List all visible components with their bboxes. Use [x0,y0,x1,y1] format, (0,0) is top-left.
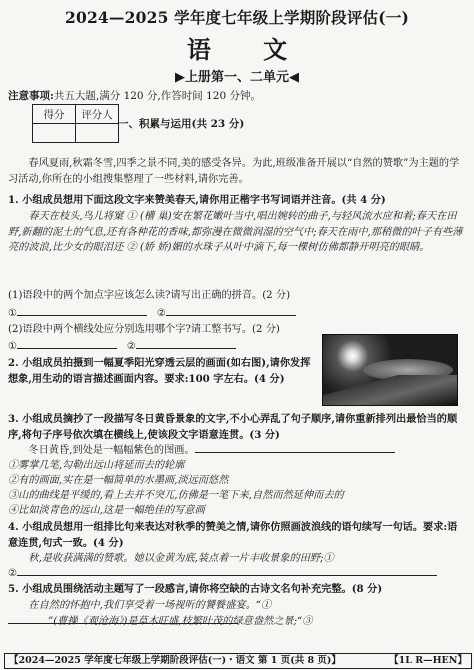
q1-stem: 1. 小组成员想用下面这段文字来赞美春天,请你用正楷字书写词语并注音。(共 4 分) [8,194,386,206]
q3-stem: 3. 小组成员摘抄了一段描写冬日黄昏景象的文字,不小心弄乱了句子顺序,请你重新排列出最恰当的顺序,将句子序号依次填在横线上,使该段文字语意连贯。(3 分) [8,413,458,441]
footer-code: 【1L R—HEN】 [389,655,467,666]
score-cell[interactable] [33,124,76,143]
q4-stem: 4. 小组成员想用一组排比句来表达对秋季的赞美之情,请你仿照画波浪线的语句续写一句话。要求:语意连贯,句式一致。(4 分) [8,521,458,549]
notice [8,88,261,103]
q1-sub1: (1)语段中的两个加点字应该怎么读?请写出正确的拼音。(2 分) [8,290,291,301]
notice-text: 共五大题,满分 120 分,作答时间 120 分钟。 [53,90,261,102]
q3-sentence-3: ③山的曲线是平缓的,看上去并不突兀,仿佛是一笔下来,自然而然延伸而去的 [8,490,344,501]
q3-answer-blank[interactable] [195,452,395,453]
q1-sub2-answers [8,339,308,355]
q1-sub2-a-blank[interactable] [17,348,117,349]
section-heading: 一、积累与运用(共 23 分) [118,118,245,130]
q5-p2-text: ”(曹操《观沧海》)是草木旺盛,枝繁叶茂的绿意盎然之景;“③ [48,616,313,627]
q1-sub1-a-blank[interactable] [17,315,147,316]
notice-label: 注意事项: [8,90,54,102]
q1-sub2-b-blank[interactable] [136,348,236,349]
q1-sub2-a: ① [8,341,18,352]
score-box [32,104,119,143]
subject-title: 语 文 [186,35,310,64]
q5-p2 [8,614,464,630]
page-footer [4,653,472,669]
q4-text: 秋,是收获满满的赞歌。她以金黄为底,装点着一片丰收景象的田野;① [28,553,334,564]
q1-sub2: (2)语段中两个横线处应分别选用哪个字?请工整书写。(2 分) [8,324,280,335]
hill-shape [323,375,457,405]
q1-passage: 春天在枝头,鸟儿将窠 ① (槽 巢)安在繁花嫩叶当中,唱出婉转的曲子,与轻风流水应和着;春天在田野,新翻的泥土的气息,还有各种花的香味,都弥漫在微微润湿的空气中;春天在雨中,那稍微的叶子有些薄亮的波浪,比少女的眼泪还 ② (娇 娇)媚的水珠子从叶中滴下,每一棵树仿佛都静开明亮的眼睛。 [8,211,463,253]
q4-answer-blank[interactable] [17,575,437,576]
q3-sentence-2: ②有的画面,实在是一幅简单的水墨画,淡远而悠然 [8,475,229,486]
score-header: 得分 [33,105,76,124]
intro-paragraph: 春风夏雨,秋霜冬雪,四季之景不同,美的感受各异。为此,班级准备开展以“自然的赞歌”为主题的学习活动,你所在的小组搜集整理了一些材料,请你完善。 [8,158,460,185]
q5-p1-text: 在自然的怀抱中,我们享受着一场视听的饕餮盛宴。“① [28,600,272,611]
q3-sentence-1: ①雾掌几笔,勾勒出远山将延而去的轮廓 [8,460,185,471]
q3-sentence-4: ④比如淡青色的远山,这是一幅绝佳的写意画 [8,505,205,516]
q1-sub1-b: ② [156,308,166,319]
summer-sky-photo [322,334,458,406]
grader-cell[interactable] [76,124,119,143]
q1-sub2-b: ② [126,341,136,352]
q5-blank-2[interactable] [8,623,48,624]
q3-lead [8,443,464,459]
q1-sub1-b-blank[interactable] [166,315,296,316]
scope-label: ▶上册第一、二单元◀ [175,70,299,85]
exam-title: 2024—2025 学年度七年级上学期阶段评估(一) [64,8,410,27]
q5-stem: 5. 小组成员围绕活动主题写了一段感言,请你将空缺的古诗文名句补充完整。(8 分) [8,583,383,595]
footer-left: 【2024—2025 学年度七年级上学期阶段评估(一)・语文 第 1 页(共 8 页)】 [9,655,341,666]
q2-stem: 2. 小组成员拍摄到一幅夏季阳光穿透云层的画面(如右图),请你发挥想象,用生动的语言描述画面内容。要求:100 字左右。(4 分) [8,357,311,385]
q4-blank-line [8,566,464,582]
q3-lead-text: 冬日黄昏,到处是一幅幅紫色的图画。 [28,445,195,456]
q1-sub1-answers [8,306,464,322]
grader-header: 评分人 [76,105,119,124]
q4-blank-2: ② [8,568,18,579]
q1-sub1-a: ① [8,308,18,319]
